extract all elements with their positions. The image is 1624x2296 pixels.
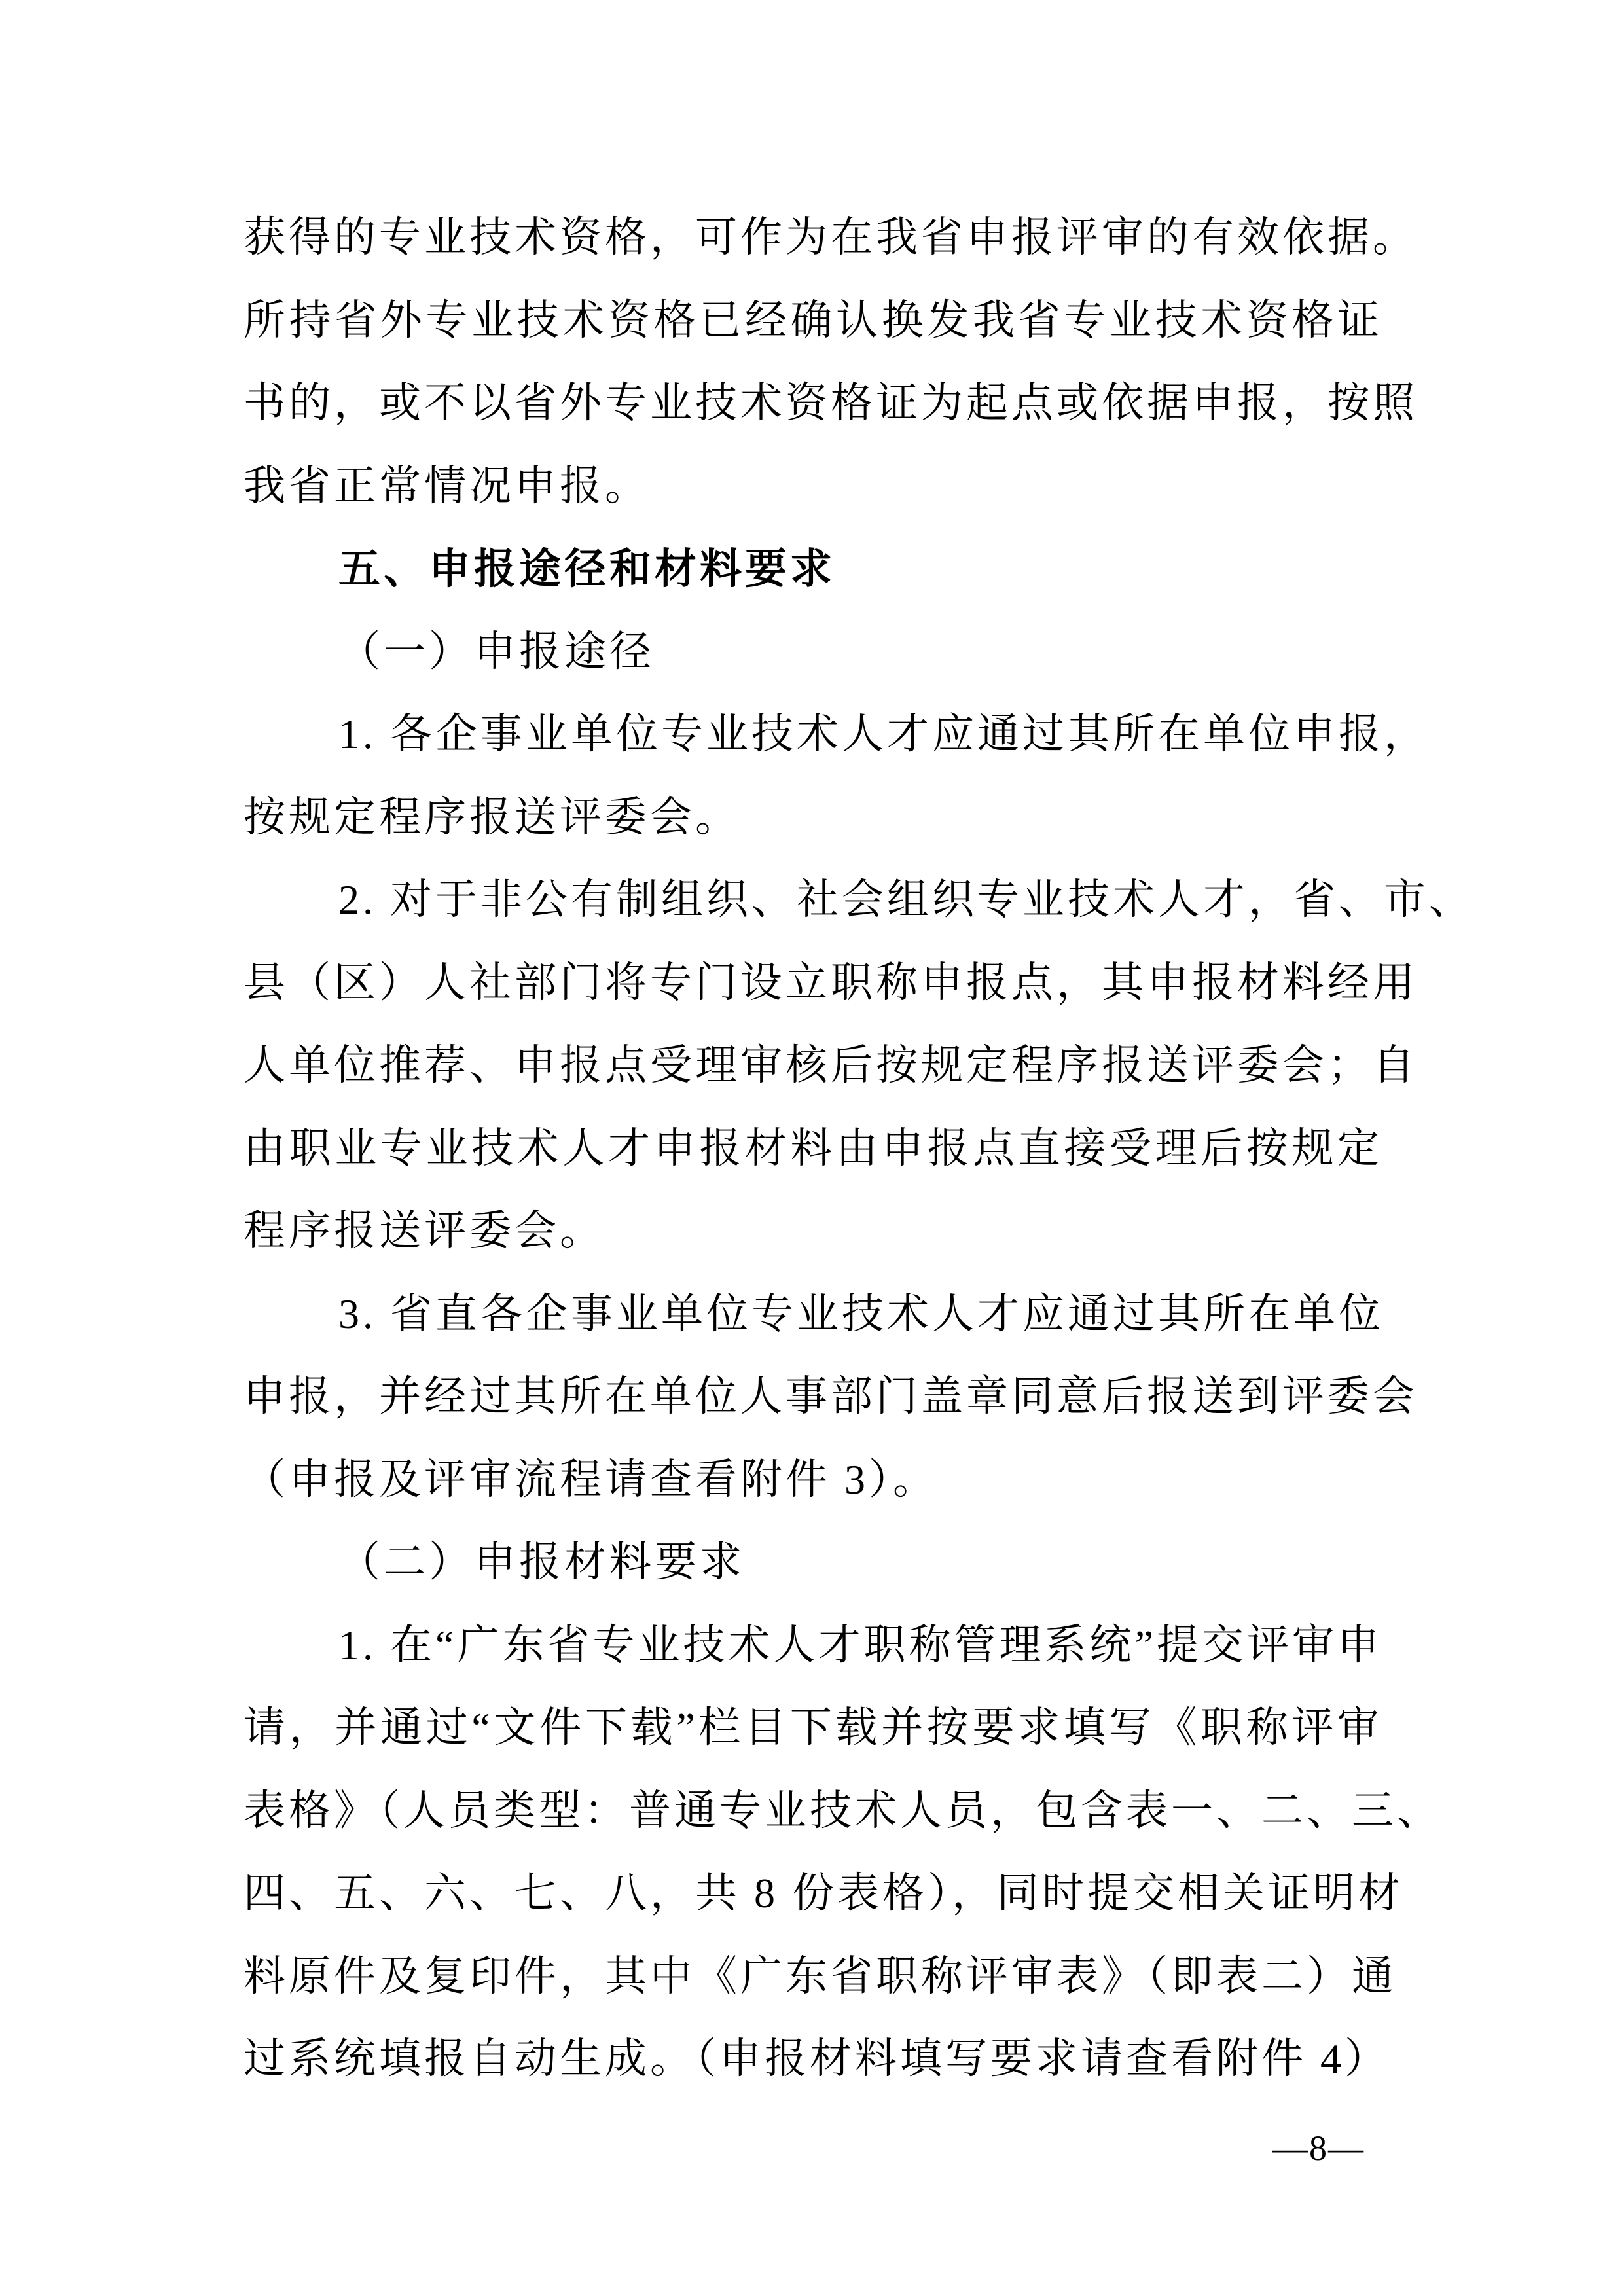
text-line: 2. 对于非公有制组织、社会组织专业技术人才，省、市、: [338, 876, 1474, 923]
text-line: 表格》（人员类型：普通专业技术人员，包含表一、二、三、: [244, 1787, 1442, 1834]
text-line: 请，并通过“文件下载”栏目下载并按要求填写《职称评审: [244, 1704, 1382, 1751]
text-line: 县（区）人社部门将专门设立职称申报点，其申报材料经用: [244, 959, 1418, 1006]
text-line: 1. 各企事业单位专业技术人才应通过其所在单位申报，: [338, 711, 1429, 757]
text-line: 书的，或不以省外专业技术资格证为起点或依据申报，按照: [244, 380, 1418, 426]
text-line: 由职业专业技术人才申报材料由申报点直接受理后按规定: [244, 1124, 1382, 1172]
text-line: 申报，并经过其所在单位人事部门盖章同意后报送到评委会: [244, 1373, 1418, 1420]
text-line: 1. 在“广东省专业技术人才职称管理系统”提交评审申: [338, 1621, 1382, 1668]
page-number: —8—: [1272, 2128, 1365, 2168]
text-line: 程序报送评委会。: [244, 1208, 605, 1254]
text-block: [244, 196, 1474, 2101]
text-line: 获得的专业技术资格，可作为在我省申报评审的有效依据。: [244, 214, 1418, 260]
text-line: 3. 省直各企事业单位专业技术人才应通过其所在单位: [338, 1290, 1384, 1337]
text-line: 五、申报途径和材料要求: [338, 545, 835, 592]
text-line: 过系统填报自动生成。（申报材料填写要求请查看附件 4）: [244, 2036, 1390, 2082]
text-line: （二）申报材料要求: [338, 1539, 745, 1585]
text-line: （申报及评审流程请查看附件 3）。: [244, 1456, 938, 1503]
text-line: 所持省外专业技术资格已经确认换发我省专业技术资格证: [244, 296, 1382, 344]
text-line: 我省正常情况申报。: [244, 462, 650, 509]
text-line: 按规定程序报送评委会。: [244, 793, 740, 840]
text-line: 料原件及复印件，其中《广东省职称评审表》（即表二）通: [244, 1952, 1397, 2000]
text-line: 人单位推荐、申报点受理审核后按规定程序报送评委会；自: [244, 1042, 1418, 1088]
text-line: 四、五、六、七、八，共 8 份表格），同时提交相关证明材: [244, 1870, 1403, 1916]
text-line: （一）申报途径: [338, 628, 655, 675]
